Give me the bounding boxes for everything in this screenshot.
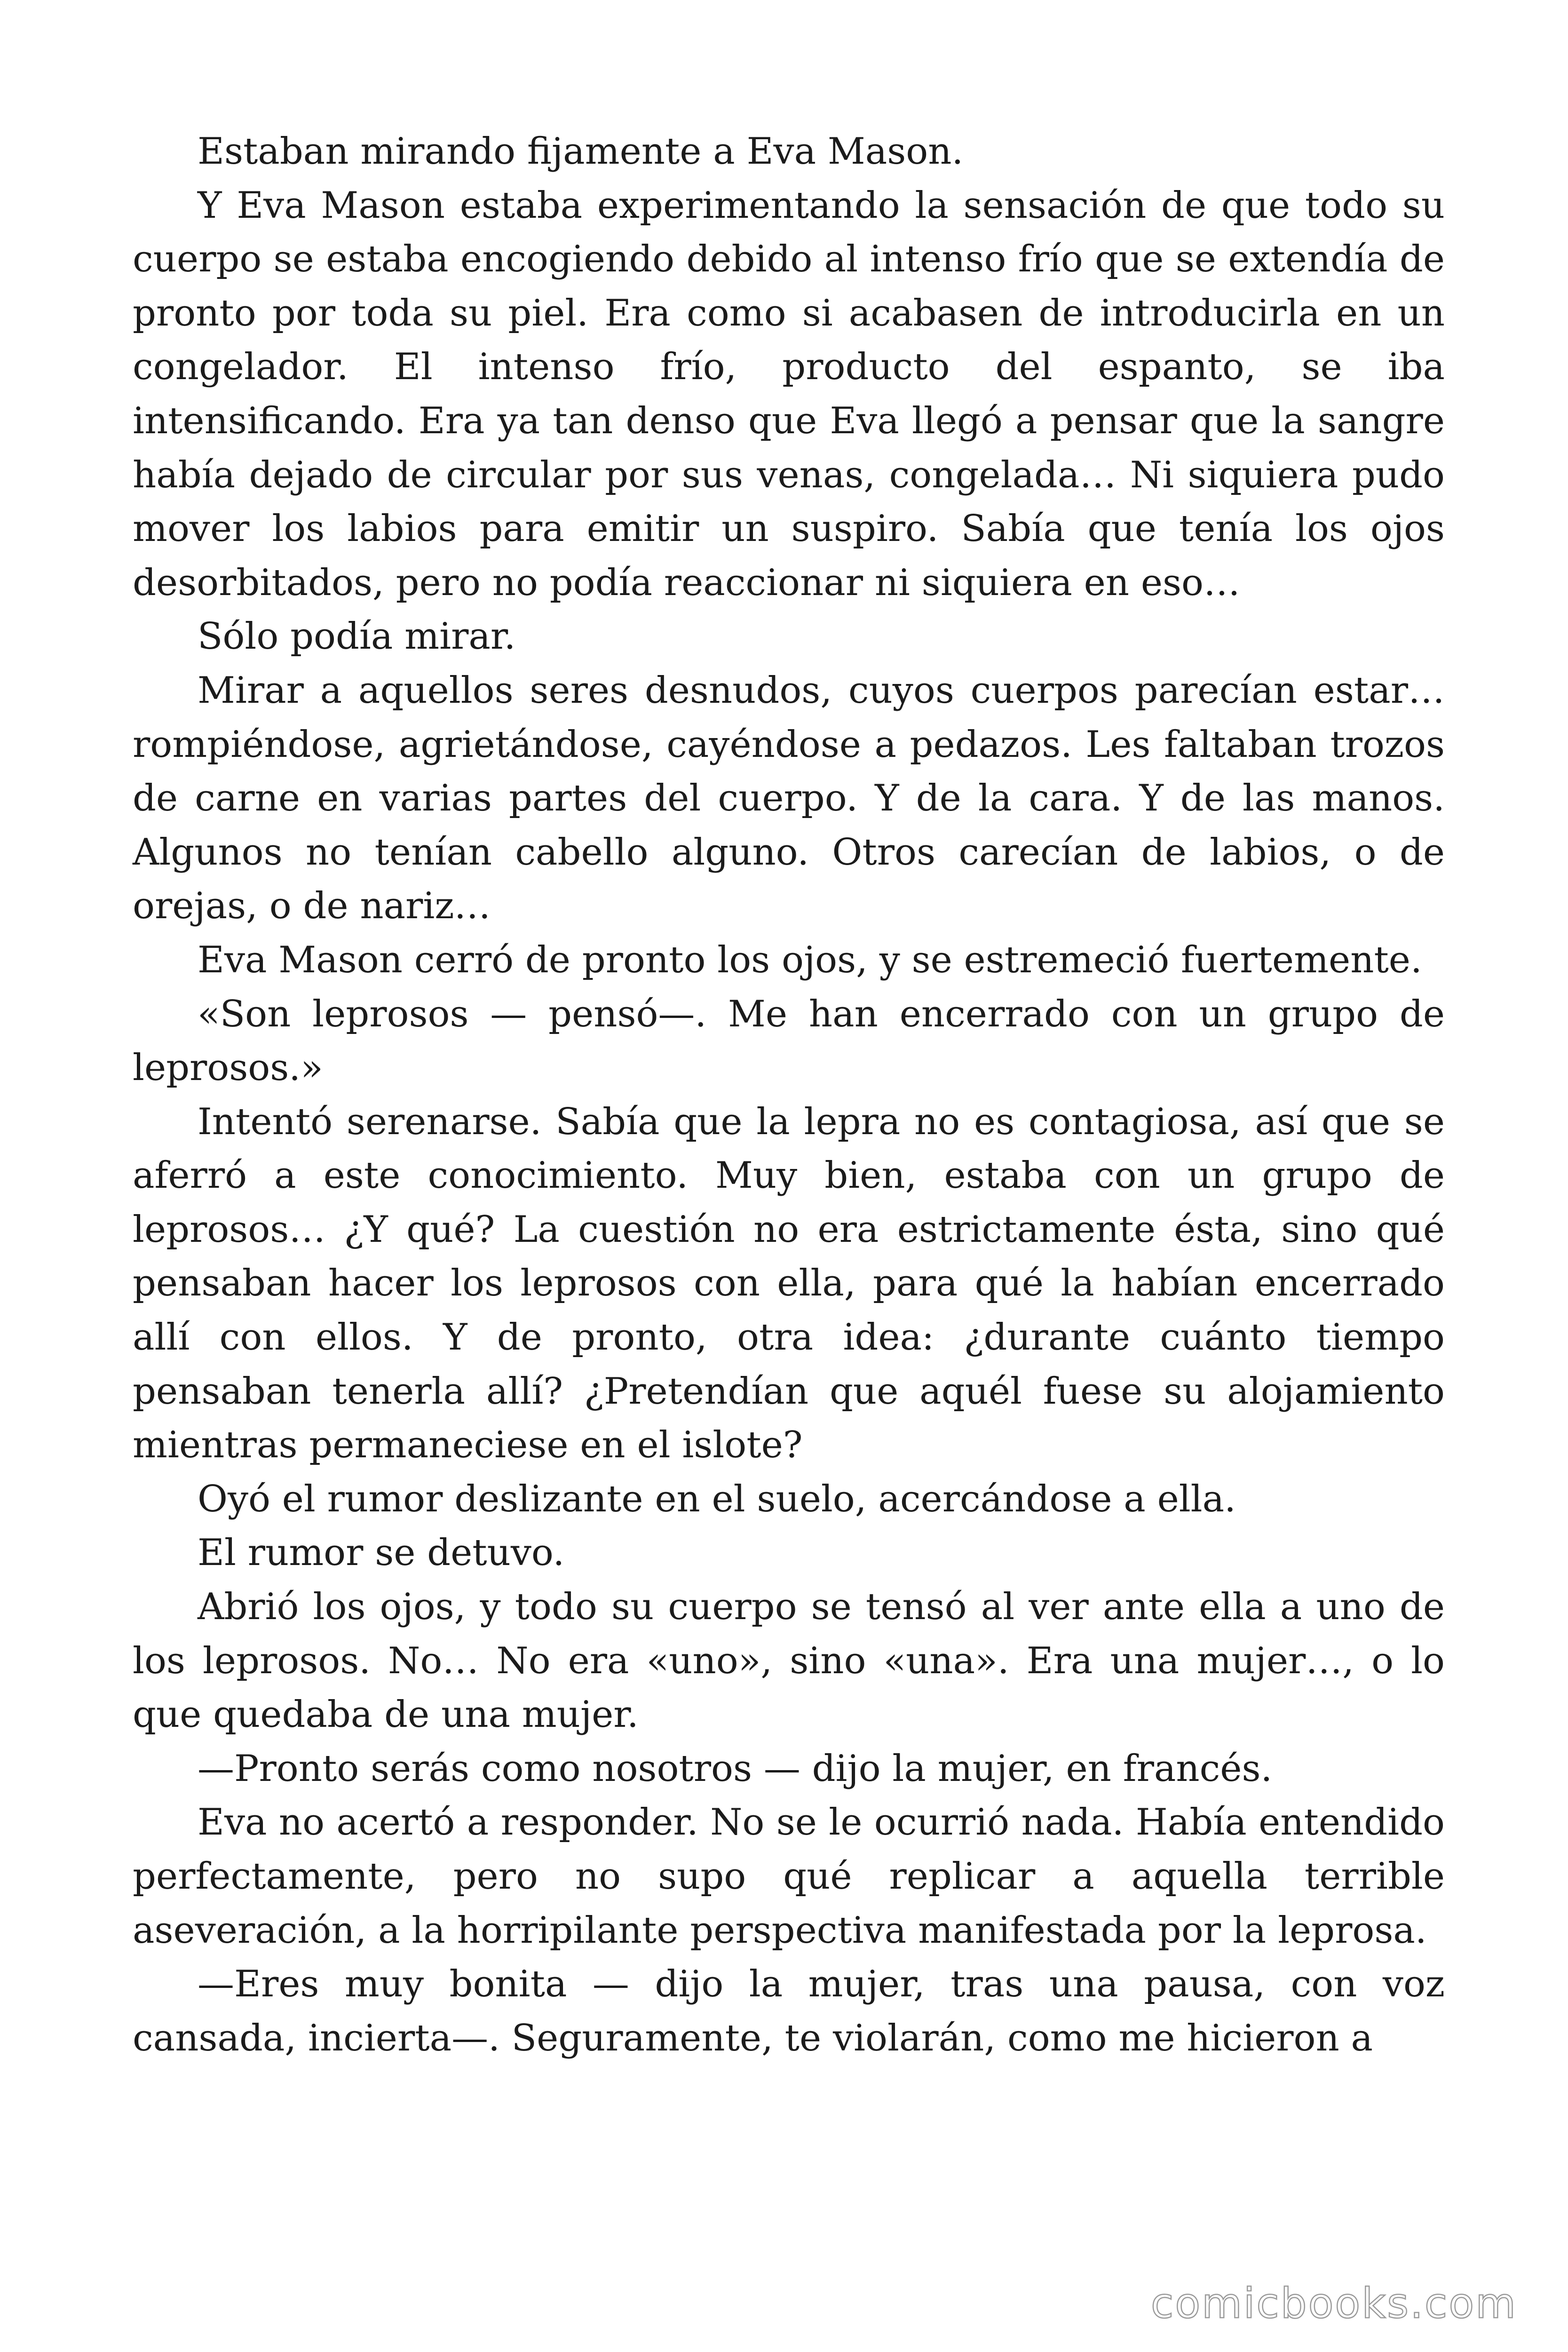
- paragraph: Mirar a aquellos seres desnudos, cuyos cuerpos parecían estar… rompiéndose, agrietándose, cayéndose a pedazos. Les faltaban trozos de carne en varias partes del cuerpo. Y de la cara. Y de las manos. Algunos no tenían cabello alguno. Otros carecían de labios, o de orejas, o de nariz…: [133, 669, 1445, 928]
- paragraph: —Pronto serás como nosotros — dijo la mujer, en francés.: [198, 1747, 1273, 1790]
- paragraph: Intentó serenarse. Sabía que la lepra no es contagiosa, así que se aferró a este conocimiento. Muy bien, estaba con un grupo de leprosos… ¿Y qué? La cuestión no era estrictamente ésta, sino qué pensaban hacer los leprosos con ella, para qué la habían encerrado allí con ellos. Y de pronto, otra idea: ¿durante cuánto tiempo pensaban tenerla allí? ¿Pretendían que aquél fuese su alojamiento mientras permaneciese en el islote?: [133, 1100, 1445, 1467]
- paragraph: Estaban mirando fijamente a Eva Mason.: [198, 130, 964, 173]
- paragraph: El rumor se detuvo.: [198, 1532, 565, 1574]
- paragraph: —Eres muy bonita — dijo la mujer, tras una pausa, con voz cansada, incierta—. Seguramente, te violarán, como me hicieron a: [133, 1963, 1445, 2059]
- paragraph: «Son leprosos — pensó—. Me han encerrado con un grupo de leprosos.»: [133, 993, 1445, 1089]
- paragraph: Eva Mason cerró de pronto los ojos, y se estremeció fuertemente.: [198, 938, 1422, 981]
- paragraph: Abrió los ojos, y todo su cuerpo se tensó al ver ante ella a uno de los leprosos. No… No era «uno», sino «una». Era una mujer…, o lo que quedaba de una mujer.: [133, 1586, 1445, 1736]
- watermark: comicbooks.com: [1150, 2279, 1517, 2328]
- paragraph: Eva no acertó a responder. No se le ocurrió nada. Había entendido perfectamente, pero no supo qué replicar a aquella terrible aseveración, a la horripilante perspectiva manifestada por la leprosa.: [133, 1801, 1445, 1952]
- page-text-body: [133, 125, 1445, 2065]
- paragraph: Sólo podía mirar.: [198, 615, 516, 658]
- paragraph: Y Eva Mason estaba experimentando la sensación de que todo su cuerpo se estaba encogiendo debido al intenso frío que se extendía de pronto por toda su piel. Era como si acabasen de introducirla en un congelador. El intenso frío, producto del espanto, se iba intensificando. Era ya tan denso que Eva llegó a pensar que la sangre había dejado de circular por sus venas, congelada… Ni siquiera pudo mover los labios para emitir un suspiro. Sabía que tenía los ojos desorbitados, pero no podía reaccionar ni siquiera en eso…: [133, 184, 1445, 604]
- paragraph: Oyó el rumor deslizante en el suelo, acercándose a ella.: [198, 1478, 1236, 1520]
